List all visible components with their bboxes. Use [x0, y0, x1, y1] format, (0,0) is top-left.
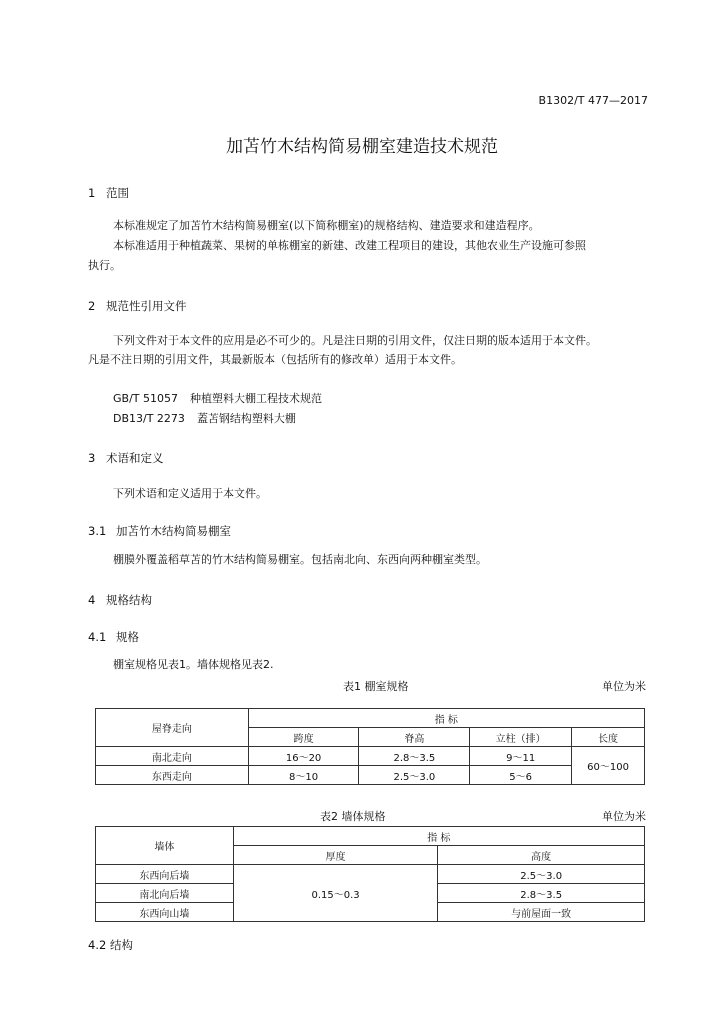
table-group-header: 指 标	[233, 827, 644, 846]
section-3-heading	[88, 450, 164, 466]
table-header-cell: 立柱（排）	[470, 728, 572, 747]
section-1-para-2-cont: 执行。	[88, 259, 121, 272]
subsection-title: 结构	[109, 938, 133, 952]
table-header-cell: 脊高	[359, 728, 470, 747]
section-1-heading	[88, 185, 129, 201]
table-cell: 2.5～3.0	[438, 865, 645, 884]
section-number: 1	[88, 186, 96, 200]
section-4-heading	[88, 592, 152, 608]
section-title: 规范性引用文件	[106, 299, 187, 313]
reference-title: 蓋苫钢结构塑料大棚	[196, 412, 296, 425]
normative-reference	[113, 410, 296, 426]
section-1-para-2: 本标准适用于种植蔬菜、果树的单栋棚室的新建、改建工程项目的建设，其他农业生产设施可参照	[113, 239, 586, 252]
table-header-cell: 跨度	[248, 728, 359, 747]
section-title: 规格结构	[106, 593, 152, 607]
table-2-caption: 表2 墙体规格	[320, 810, 386, 823]
table-2	[95, 826, 645, 922]
table-header-cell: 高度	[438, 846, 645, 865]
table-cell: 南北走向	[96, 747, 249, 766]
table-group-header: 指 标	[248, 709, 644, 728]
table-header-cell: 长度	[572, 728, 645, 747]
section-number: 3	[88, 451, 96, 465]
table-cell: 与前屋面一致	[438, 903, 645, 922]
table-cell: 9～11	[470, 747, 572, 766]
table-1-unit: 单位为米	[602, 680, 646, 693]
subsection-3-1-heading	[88, 523, 231, 539]
section-3-para: 下列术语和定义适用于本文件。	[113, 487, 267, 500]
table-header-cell: 屋脊走向	[96, 709, 249, 747]
subsection-4-1-heading	[88, 629, 139, 645]
reference-code: DB13/T 2273	[113, 412, 185, 425]
table-row	[96, 865, 645, 884]
document-code: B1302/T 477—2017	[538, 94, 648, 107]
normative-reference	[113, 390, 322, 406]
table-cell: 2.8～3.5	[438, 884, 645, 903]
reference-title: 种植塑料大棚工程技术规范	[190, 392, 322, 405]
table-row	[96, 766, 645, 785]
table-cell: 60～100	[572, 747, 645, 785]
table-cell: 5～6	[470, 766, 572, 785]
section-2-heading	[88, 298, 187, 314]
subsection-number: 4.1	[88, 630, 107, 644]
subsection-title: 规格	[116, 630, 139, 644]
table-cell: 南北向后墙	[96, 884, 234, 903]
table-cell: 2.8～3.5	[359, 747, 470, 766]
table-1	[95, 708, 645, 785]
section-2-para-cont: 凡是不注日期的引用文件，其最新版本（包括所有的修改单）适用于本文件。	[88, 353, 462, 366]
document-title: 加苫竹木结构简易棚室建造技术规范	[226, 137, 498, 157]
subsection-3-1-para: 棚膜外覆盖稻草苫的竹木结构简易棚室。包括南北向、东西向两种棚室类型。	[113, 553, 487, 566]
section-number: 4	[88, 593, 96, 607]
table-cell: 东西走向	[96, 766, 249, 785]
table-cell: 2.5～3.0	[359, 766, 470, 785]
subsection-title: 加苫竹木结构简易棚室	[116, 524, 231, 538]
subsection-4-1-para: 棚室规格见表1。墙体规格见表2.	[113, 658, 274, 671]
section-2-para: 下列文件对于本文件的应用是必不可少的。凡是注日期的引用文件，仅注日期的版本适用于本文件。	[113, 334, 597, 347]
section-title: 术语和定义	[106, 451, 164, 465]
subsection-4-2-heading	[88, 937, 133, 953]
table-1-caption: 表1 棚室规格	[343, 680, 409, 693]
subsection-number: 4.2	[88, 938, 107, 952]
table-cell: 16～20	[248, 747, 359, 766]
table-cell: 8～10	[248, 766, 359, 785]
section-number: 2	[88, 299, 96, 313]
subsection-number: 3.1	[88, 524, 107, 538]
section-title: 范围	[106, 186, 129, 200]
table-cell: 东西向后墙	[96, 865, 234, 884]
table-2-unit: 单位为米	[602, 810, 646, 823]
table-row	[96, 747, 645, 766]
table-header-cell: 厚度	[233, 846, 438, 865]
table-cell: 0.15～0.3	[233, 865, 438, 922]
reference-code: GB/T 51057	[113, 392, 178, 405]
table-header-cell: 墙体	[96, 827, 234, 865]
table-cell: 东西向山墙	[96, 903, 234, 922]
section-1-para-1: 本标准规定了加苫竹木结构简易棚室(以下简称棚室)的规格结构、建造要求和建造程序。	[113, 219, 540, 232]
